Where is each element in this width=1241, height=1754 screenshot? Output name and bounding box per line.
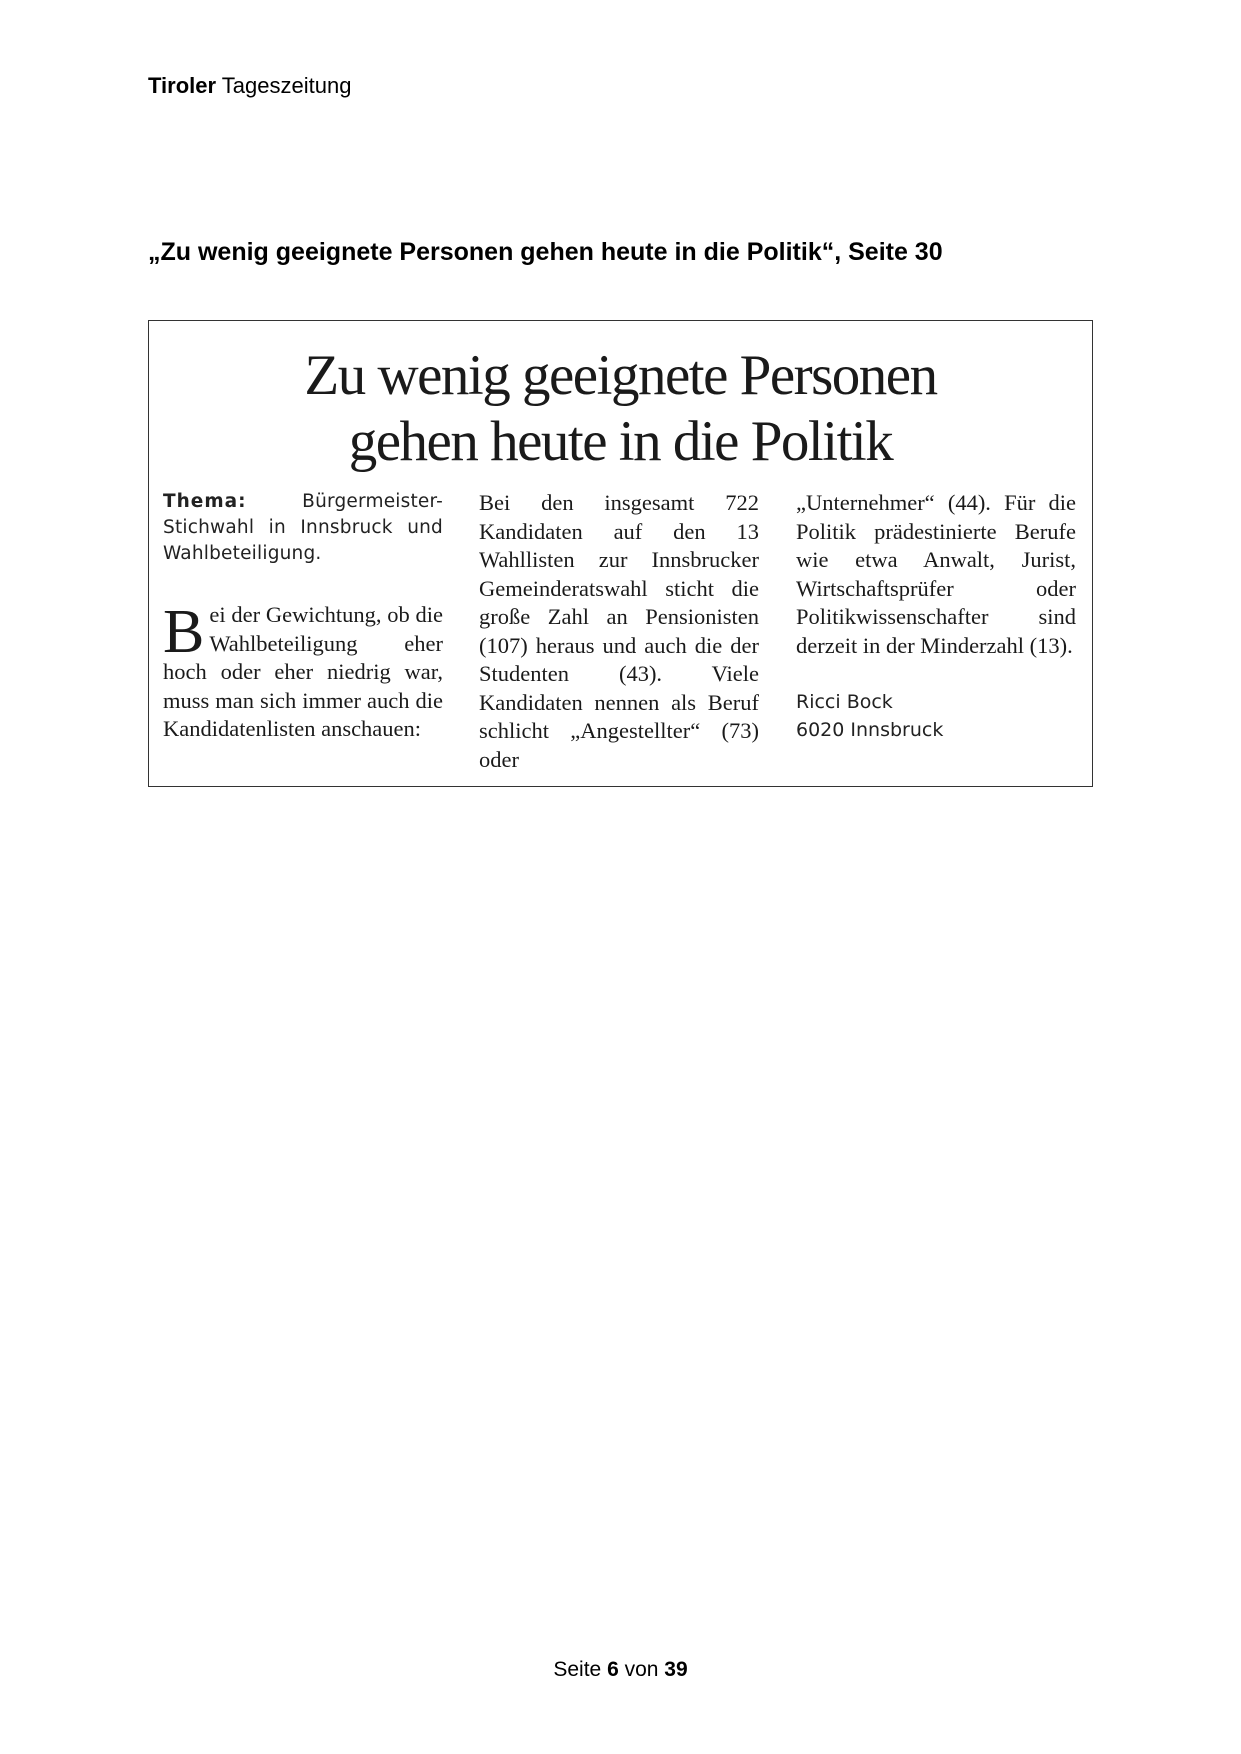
page-mid: von (618, 1658, 665, 1681)
article-headline (149, 343, 1092, 475)
author-name: Ricci Bock (796, 691, 893, 713)
author-signature (796, 688, 1076, 744)
publication-name-bold: Tiroler (148, 73, 217, 98)
publication-name-regular: Tageszeitung (216, 73, 352, 98)
document-heading: „Zu wenig geeignete Personen gehen heute in die Politik“, Seite 30 (148, 238, 943, 266)
current-page: 6 (607, 1658, 619, 1681)
article-column-2 (479, 489, 759, 774)
article-column-1 (163, 489, 443, 744)
page-prefix: Seite (553, 1658, 608, 1681)
article-topic (163, 489, 443, 567)
article-headline-line2: gehen heute in die Politik (348, 410, 893, 473)
article-body-column-1 (163, 598, 443, 744)
article-column-3 (796, 489, 1076, 744)
article-body-column-2: Bei den insgesamt 722 Kandidaten auf den 13 Wahllisten zur Innsbrucker Gemeinderatswahl sticht die große Zahl an Pensionisten (107) heraus und auch die der Studenten (43). Viele Kandidaten nennen als Beruf schlicht „Angestellter“ (73) oder (479, 490, 759, 772)
newspaper-clipping (148, 320, 1093, 787)
topic-text: Bürgermeister-Stichwahl in Innsbruck und Wahlbeteiligung. (163, 491, 443, 564)
publication-name (148, 72, 351, 100)
author-location: 6020 Innsbruck (796, 719, 944, 741)
column-1-text: ei der Gewichtung, ob die Wahlbeteiligung eher hoch oder eher niedrig war, muss man sich immer auch die Kandidatenlisten anschauen: (163, 602, 443, 741)
topic-label: Thema: (163, 491, 247, 512)
article-body-column-3: „Unternehmer“ (44). Für die Politik prädestinierte Berufe wie etwa Anwalt, Jurist, Wirtschaftsprüfer oder Politikwissenschafter sind derzeit in der Minderzahl (13). (796, 490, 1076, 658)
article-headline-line1: Zu wenig geeignete Personen (304, 344, 937, 407)
page-number (0, 1656, 1241, 1684)
total-pages: 39 (664, 1658, 688, 1681)
drop-cap: B (163, 598, 205, 666)
